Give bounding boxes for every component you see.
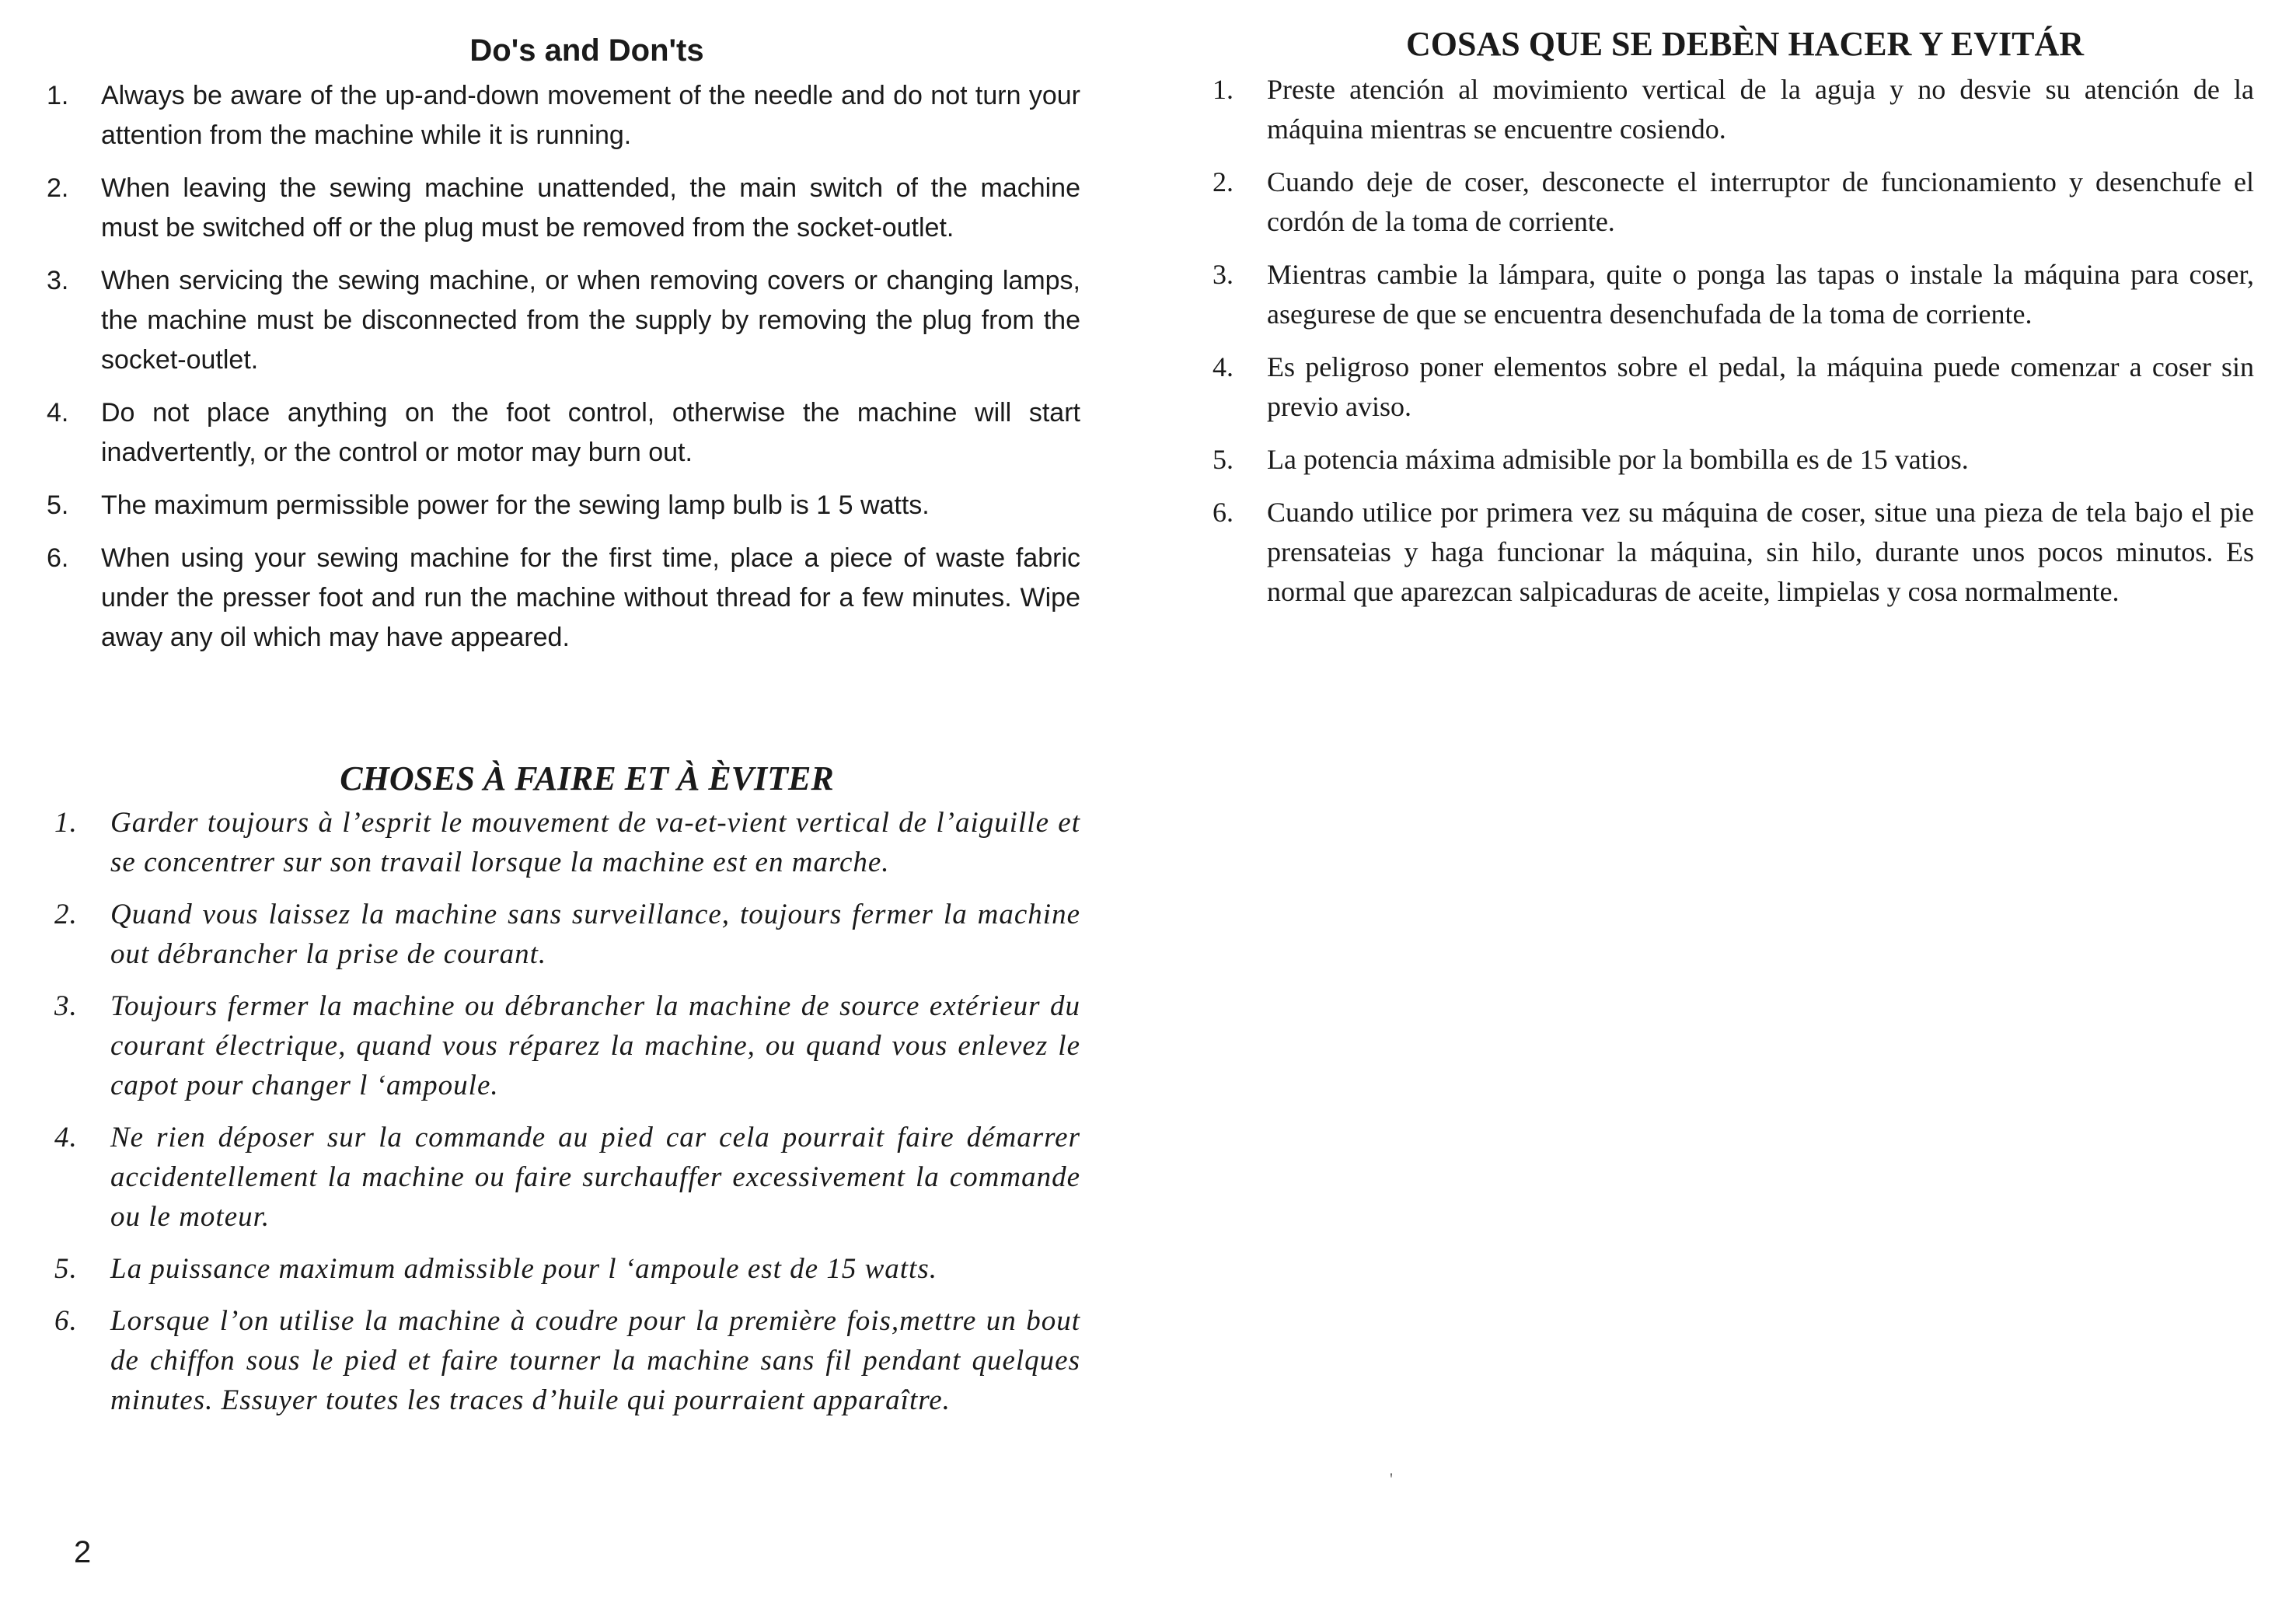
item-text: La potencia máxima admisible por la bombilla es de 15 vatios.	[1267, 444, 1969, 475]
list-item	[39, 986, 1080, 1105]
item-text: When leaving the sewing machine unattended, the main switch of the machine must be switched off or the plug must be removed from the socket-outlet.	[101, 173, 1080, 243]
item-number: 1.	[1213, 74, 1233, 105]
item-text: Es peligroso poner elementos sobre el pedal, la máquina puede comenzar a coser sin previo aviso.	[1267, 351, 2254, 422]
list-item	[1205, 70, 2254, 149]
item-number: 4.	[1213, 351, 1233, 382]
item-number: 1.	[54, 807, 78, 839]
item-number: 6.	[47, 543, 69, 573]
list-item	[39, 895, 1080, 974]
item-text: Cuando utilice por primera vez su máquina de coser, situe una pieza de tela bajo el pie prensateias y haga funcionar la máquina, sin hilo, durante unos pocos minutos. Es normal que aparezcan salpicaduras de aceite, limpielas y cosa normalmente.	[1267, 497, 2254, 607]
item-text: Preste atención al movimiento vertical de la aguja y no desvie su atención de la máquina mientras se encuentre cosiendo.	[1267, 74, 2254, 145]
item-number: 5.	[1213, 444, 1233, 475]
item-number: 3.	[54, 990, 78, 1022]
english-section	[39, 31, 1080, 671]
item-number: 4.	[47, 398, 69, 428]
spanish-list	[1205, 70, 2254, 612]
spanish-section	[1205, 23, 2254, 625]
item-number: 2.	[47, 173, 69, 203]
item-text: The maximum permissible power for the sewing lamp bulb is 1 5 watts.	[101, 490, 930, 520]
list-item	[39, 261, 1080, 380]
item-number: 6.	[1213, 497, 1233, 528]
item-number: 2.	[1213, 166, 1233, 197]
list-item	[1205, 493, 2254, 612]
list-item	[1205, 440, 2254, 480]
page-number: 2	[74, 1535, 92, 1569]
item-text: La puissance maximum admissible pour l ‘ampoule est de 15 watts.	[110, 1253, 937, 1285]
item-number: 3.	[47, 266, 69, 295]
french-heading: CHOSES À FAIRE ET À ÈVITER	[340, 759, 834, 798]
item-text: When servicing the sewing machine, or when removing covers or changing lamps, the machine must be disconnected from the supply by removing the plug from the socket-outlet.	[101, 266, 1080, 375]
item-text: Mientras cambie la lámpara, quite o ponga las tapas o instale la máquina para coser, asegurese de que se encuentra desenchufada de la toma de corriente.	[1267, 259, 2254, 330]
item-text: When using your sewing machine for the first time, place a piece of waste fabric under the presser foot and run the machine without thread for a few minutes. Wipe away any oil which may have appeared.	[101, 543, 1080, 652]
list-item	[39, 803, 1080, 882]
list-item	[39, 169, 1080, 248]
item-number: 1.	[47, 81, 69, 110]
list-item	[1205, 347, 2254, 427]
french-section	[39, 758, 1080, 1433]
scan-speck: '	[1390, 1469, 1393, 1489]
english-list	[39, 76, 1080, 658]
item-text: Do not place anything on the foot control, otherwise the machine will start inadvertently, or the control or motor may burn out.	[101, 398, 1080, 467]
french-list	[39, 803, 1080, 1420]
list-item	[1205, 255, 2254, 334]
item-number: 4.	[54, 1122, 78, 1154]
spanish-heading: COSAS QUE SE DEBÈN HACER Y EVITÁR	[1405, 25, 2085, 63]
item-text: Always be aware of the up-and-down movement of the needle and do not turn your attention from the machine while it is running.	[101, 81, 1080, 150]
list-item	[39, 539, 1080, 658]
item-text: Garder toujours à l’esprit le mouvement de va-et-vient vertical de l’aiguille et se concentrer sur son travail lorsque la machine est en marche.	[110, 807, 1080, 878]
english-heading: Do's and Don'ts	[469, 33, 704, 68]
item-text: Quand vous laissez la machine sans surveillance, toujours fermer la machine out débrancher la prise de courant.	[110, 899, 1080, 970]
list-item	[39, 76, 1080, 155]
list-item	[39, 1118, 1080, 1237]
item-number: 5.	[54, 1253, 78, 1285]
item-text: Cuando deje de coser, desconecte el interruptor de funcionamiento y desenchufe el cordón de la toma de corriente.	[1267, 166, 2254, 237]
item-text: Toujours fermer la machine ou débrancher la machine de source extérieur du courant électrique, quand vous réparez la machine, ou quand vous enlevez le capot pour changer l ‘ampoule.	[110, 990, 1080, 1101]
list-item	[1205, 162, 2254, 242]
item-text: Ne rien déposer sur la commande au pied car cela pourrait faire démarrer accidentellement la machine ou faire surchauffer excessivement la commande ou le moteur.	[110, 1122, 1080, 1233]
list-item	[39, 393, 1080, 473]
list-item	[39, 1249, 1080, 1289]
item-number: 5.	[47, 490, 69, 520]
item-text: Lorsque l’on utilise la machine à coudre pour la première fois,mettre un bout de chiffon sous le pied et faire tourner la machine sans fil pendant quelques minutes. Essuyer toutes les traces d’huile qui pourraient apparaître.	[110, 1305, 1080, 1416]
item-number: 3.	[1213, 259, 1233, 290]
list-item	[39, 1301, 1080, 1420]
list-item	[39, 486, 1080, 525]
item-number: 6.	[54, 1305, 78, 1337]
item-number: 2.	[54, 899, 78, 930]
